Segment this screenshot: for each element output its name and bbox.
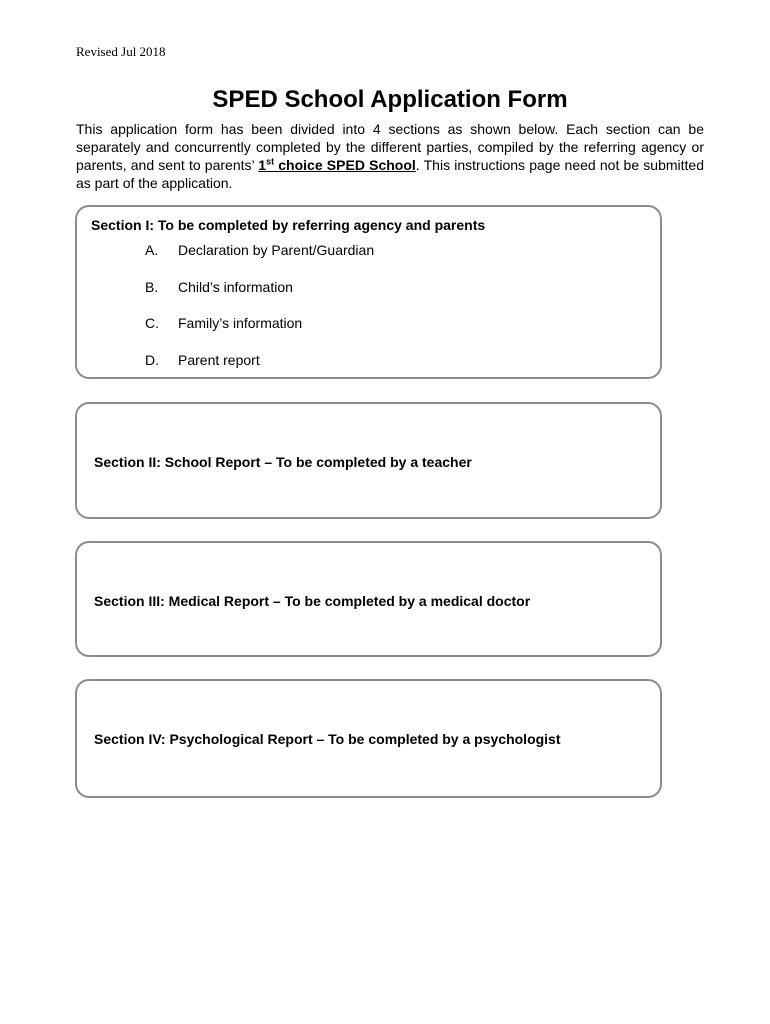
first-choice-superscript: st — [266, 156, 275, 167]
first-choice-number: 1 — [258, 157, 267, 173]
list-item-text: Declaration by Parent/Guardian — [178, 242, 375, 258]
list-item-letter: B. — [145, 278, 159, 295]
section-4-box — [75, 679, 662, 798]
section-2-heading: Section II: School Report – To be completed by a teacher — [94, 454, 472, 470]
page-title: SPED School Application Form — [212, 86, 568, 113]
section-4-heading: Section IV: Psychological Report – To be completed by a psychologist — [94, 731, 561, 747]
list-item-text: Child’s information — [178, 278, 293, 295]
revised-date: Revised Jul 2018 — [76, 44, 166, 59]
list-item-text: Family’s information — [178, 315, 303, 331]
intro-text-before: This application form has been divided into 4 sections as shown below. Each section can be separately and concurrently completed by the different parties, compiled by the referring agency or parents, and sent to parents’ — [76, 121, 704, 173]
first-choice-text: choice SPED School — [274, 157, 416, 173]
list-item-text: Parent report — [178, 351, 260, 368]
section-1-box — [75, 205, 662, 379]
section-3-box — [75, 541, 662, 657]
section-3-heading: Section III: Medical Report – To be completed by a medical doctor — [94, 593, 531, 609]
intro-paragraph — [76, 120, 704, 192]
section-1-heading: Section I: To be completed by referring agency and parents — [91, 217, 486, 233]
list-item-letter: D. — [145, 351, 159, 368]
first-choice-emphasis — [258, 157, 416, 173]
section-2-box — [75, 402, 662, 519]
list-item-letter: A. — [145, 242, 159, 258]
list-item-letter: C. — [145, 315, 159, 331]
intro-text-after: . This instructions page need not be submitted as part of the application. — [76, 157, 704, 191]
